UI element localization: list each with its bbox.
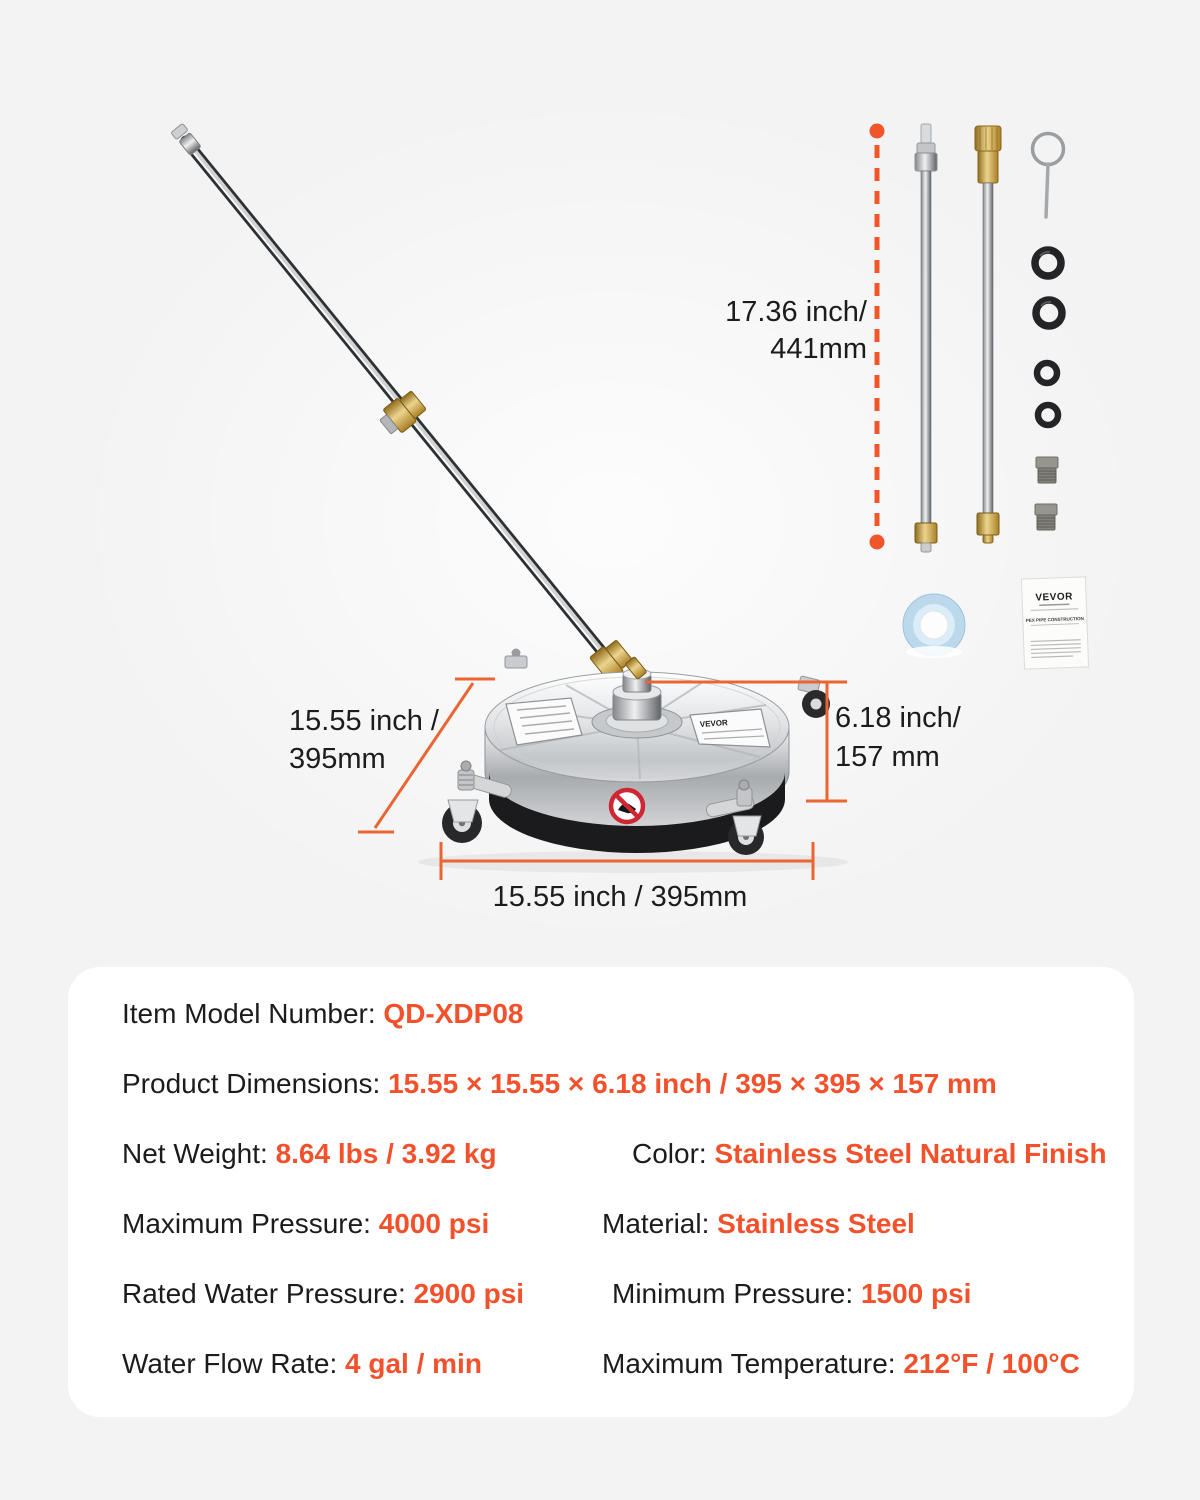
spec-label: Item Model Number: <box>122 998 384 1029</box>
width-left-label <box>289 702 439 778</box>
spec-label: Maximum Temperature: <box>602 1348 904 1379</box>
spec-label: Rated Water Pressure: <box>122 1278 414 1309</box>
spec-value: 1500 psi <box>860 1278 972 1309</box>
spec-row-rated-min-pressure <box>68 1277 1134 1313</box>
no-step-warning-icon <box>611 790 643 822</box>
spec-value: Stainless Steel Natural Finish <box>714 1138 1107 1169</box>
spec-label: Net Weight: <box>122 1138 276 1169</box>
width-left-line1: 15.55 inch / <box>289 705 439 737</box>
height-right-line1: 6.18 inch/ <box>835 702 961 734</box>
spec-value: 212°F / 100°C <box>903 1348 1080 1379</box>
spec-card <box>68 967 1134 1417</box>
spec-value: QD-XDP08 <box>383 998 524 1029</box>
thread-plug-1 <box>1036 457 1058 483</box>
wand-length-label <box>725 294 867 368</box>
spec-cell <box>632 1137 1107 1171</box>
thread-seal-tape <box>903 594 965 658</box>
height-right-line2: 157 mm <box>835 741 940 773</box>
spec-value: 4 gal / min <box>345 1348 482 1379</box>
wand-length-line1: 17.36 inch/ <box>725 296 867 328</box>
manual-heading-text: PEX PIPE CONSTRUCTION <box>1025 615 1084 624</box>
spec-label: Water Flow Rate: <box>122 1348 346 1379</box>
spec-cell <box>602 1347 1080 1381</box>
spec-cell <box>122 1137 497 1171</box>
spec-cell <box>122 1277 524 1311</box>
spec-cell <box>122 1347 482 1381</box>
lid-logo-text: VEVOR <box>699 718 729 729</box>
spec-value: 4000 psi <box>378 1208 490 1239</box>
spec-row-flow-temperature <box>68 1347 1134 1383</box>
spec-row-dimensions <box>68 1067 1134 1103</box>
spec-cell <box>612 1277 971 1311</box>
spec-cell <box>122 997 523 1031</box>
pull-pin <box>1033 134 1064 218</box>
lid-label-right <box>690 709 770 747</box>
spec-label: Material: <box>602 1208 718 1239</box>
manual-brand-text: VEVOR <box>1035 591 1074 604</box>
spec-row-model <box>68 997 1134 1033</box>
spec-label: Product Dimensions: <box>122 1068 389 1099</box>
wand-length-line2: 441mm <box>770 333 867 365</box>
spec-cell <box>122 1207 489 1241</box>
width-bottom-label: 15.55 inch / 395mm <box>492 881 748 913</box>
spec-label: Color: <box>632 1138 715 1169</box>
width-left-line2: 395mm <box>289 743 386 775</box>
spec-value: Stainless Steel <box>717 1208 915 1239</box>
spec-label: Minimum Pressure: <box>612 1278 861 1309</box>
spec-row-maxpressure-material <box>68 1207 1134 1243</box>
instruction-manual <box>1021 577 1088 669</box>
spec-value: 8.64 lbs / 3.92 kg <box>275 1138 497 1169</box>
spec-cell <box>122 1067 997 1101</box>
spec-value: 2900 psi <box>413 1278 525 1309</box>
spec-row-weight-color <box>68 1137 1134 1173</box>
height-right-label <box>835 699 961 777</box>
spec-cell <box>602 1207 915 1241</box>
thread-plug-2 <box>1035 504 1057 530</box>
spec-label: Maximum Pressure: <box>122 1208 379 1239</box>
spec-value: 15.55 × 15.55 × 6.18 inch / 395 × 395 × 157 mm <box>388 1068 997 1099</box>
